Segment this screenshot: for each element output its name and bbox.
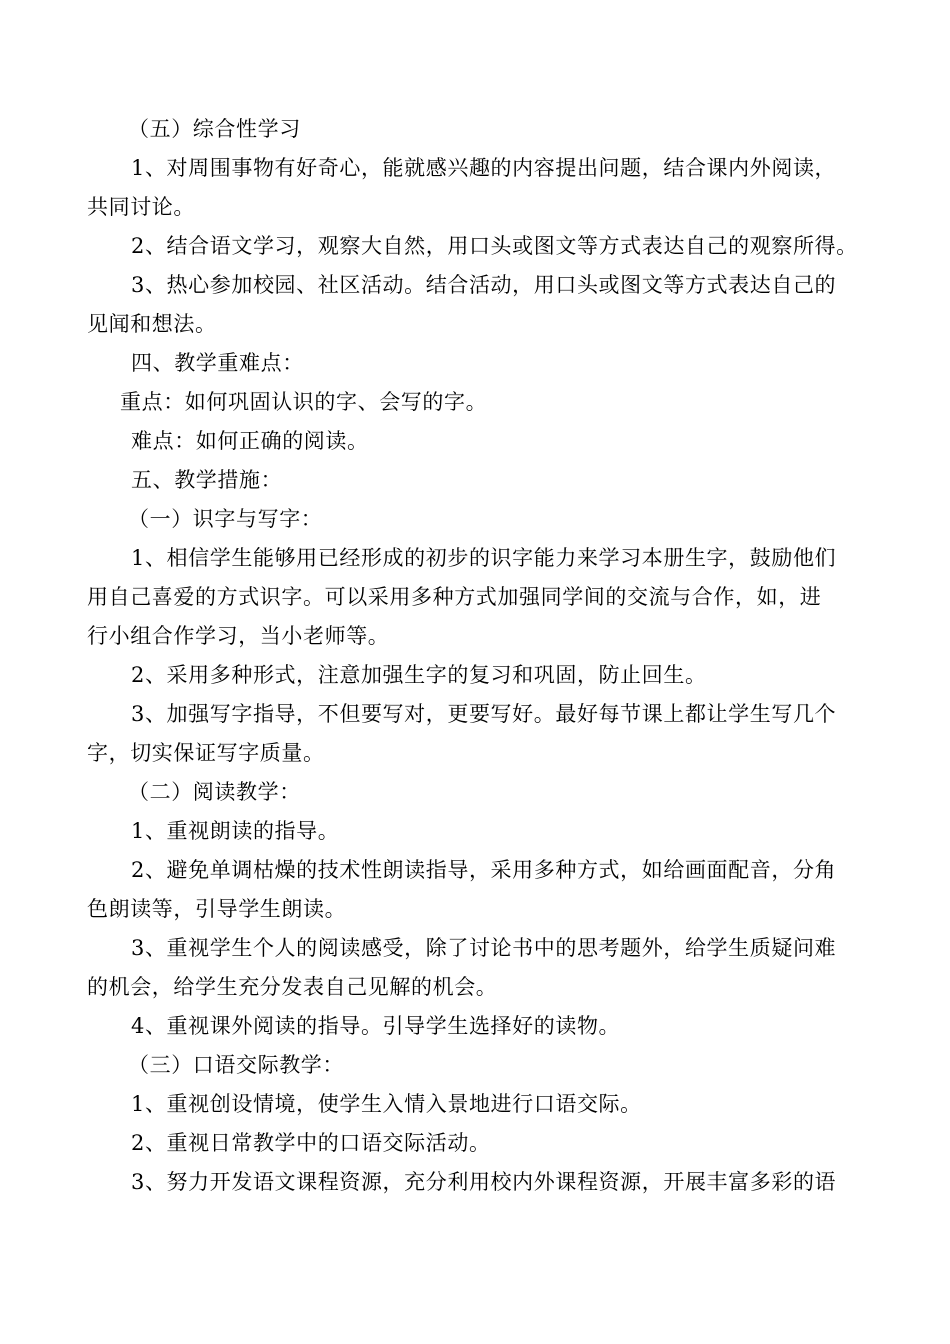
paragraph-line: 字，切实保证写字质量。 bbox=[87, 741, 325, 765]
subsection-heading-oral-communication: （三）口语交际教学： bbox=[128, 1053, 344, 1077]
section-heading-key-difficulties: 四、教学重难点： bbox=[131, 351, 304, 375]
paragraph-line: 3、加强写字指导，不但要写对，更要写好。最好每节课上都让学生写几个 bbox=[131, 702, 837, 726]
paragraph-line: 的机会，给学生充分发表自己见解的机会。 bbox=[87, 975, 498, 999]
difficulty-line: 难点：如何正确的阅读。 bbox=[131, 429, 369, 453]
paragraph-line: 4、重视课外阅读的指导。引导学生选择好的读物。 bbox=[131, 1014, 621, 1038]
section-heading-comprehensive-learning: （五）综合性学习 bbox=[128, 117, 301, 141]
paragraph-line: 3、重视学生个人的阅读感受，除了讨论书中的思考题外，给学生质疑问难 bbox=[131, 936, 837, 960]
paragraph-line: 1、重视朗读的指导。 bbox=[131, 819, 340, 843]
subsection-heading-literacy-writing: （一）识字与写字： bbox=[128, 507, 323, 531]
paragraph-line: 1、重视创设情境，使学生入情入景地进行口语交际。 bbox=[131, 1092, 642, 1116]
paragraph-line: 色朗读等，引导学生朗读。 bbox=[87, 897, 347, 921]
key-point-line: 重点：如何巩固认识的字、会写的字。 bbox=[120, 390, 488, 414]
paragraph-line: 共同讨论。 bbox=[87, 195, 195, 219]
paragraph-line: 2、重视日常教学中的口语交际活动。 bbox=[131, 1131, 491, 1155]
paragraph-line: 3、热心参加校园、社区活动。结合活动，用口头或图文等方式表达自己的 bbox=[131, 273, 837, 297]
paragraph-line: 用自己喜爱的方式识字。可以采用多种方式加强同学间的交流与合作，如，进 bbox=[87, 585, 822, 609]
paragraph-line: 3、努力开发语文课程资源，充分利用校内外课程资源，开展丰富多彩的语 bbox=[131, 1170, 837, 1194]
subsection-heading-reading: （二）阅读教学： bbox=[128, 780, 301, 804]
paragraph-line: 行小组合作学习，当小老师等。 bbox=[87, 624, 390, 648]
paragraph-line: 见闻和想法。 bbox=[87, 312, 217, 336]
paragraph-line: 1、相信学生能够用已经形成的初步的识字能力来学习本册生字，鼓励他们 bbox=[131, 546, 837, 570]
paragraph-line: 1、对周围事物有好奇心，能就感兴趣的内容提出问题，结合课内外阅读， bbox=[131, 156, 837, 180]
section-heading-teaching-measures: 五、教学措施： bbox=[131, 468, 283, 492]
paragraph-line: 2、采用多种形式，注意加强生字的复习和巩固，防止回生。 bbox=[131, 663, 707, 687]
paragraph-line: 2、结合语文学习，观察大自然，用口头或图文等方式表达自己的观察所得。 bbox=[131, 234, 858, 258]
paragraph-line: 2、避免单调枯燥的技术性朗读指导，采用多种方式，如给画面配音，分角 bbox=[131, 858, 837, 882]
